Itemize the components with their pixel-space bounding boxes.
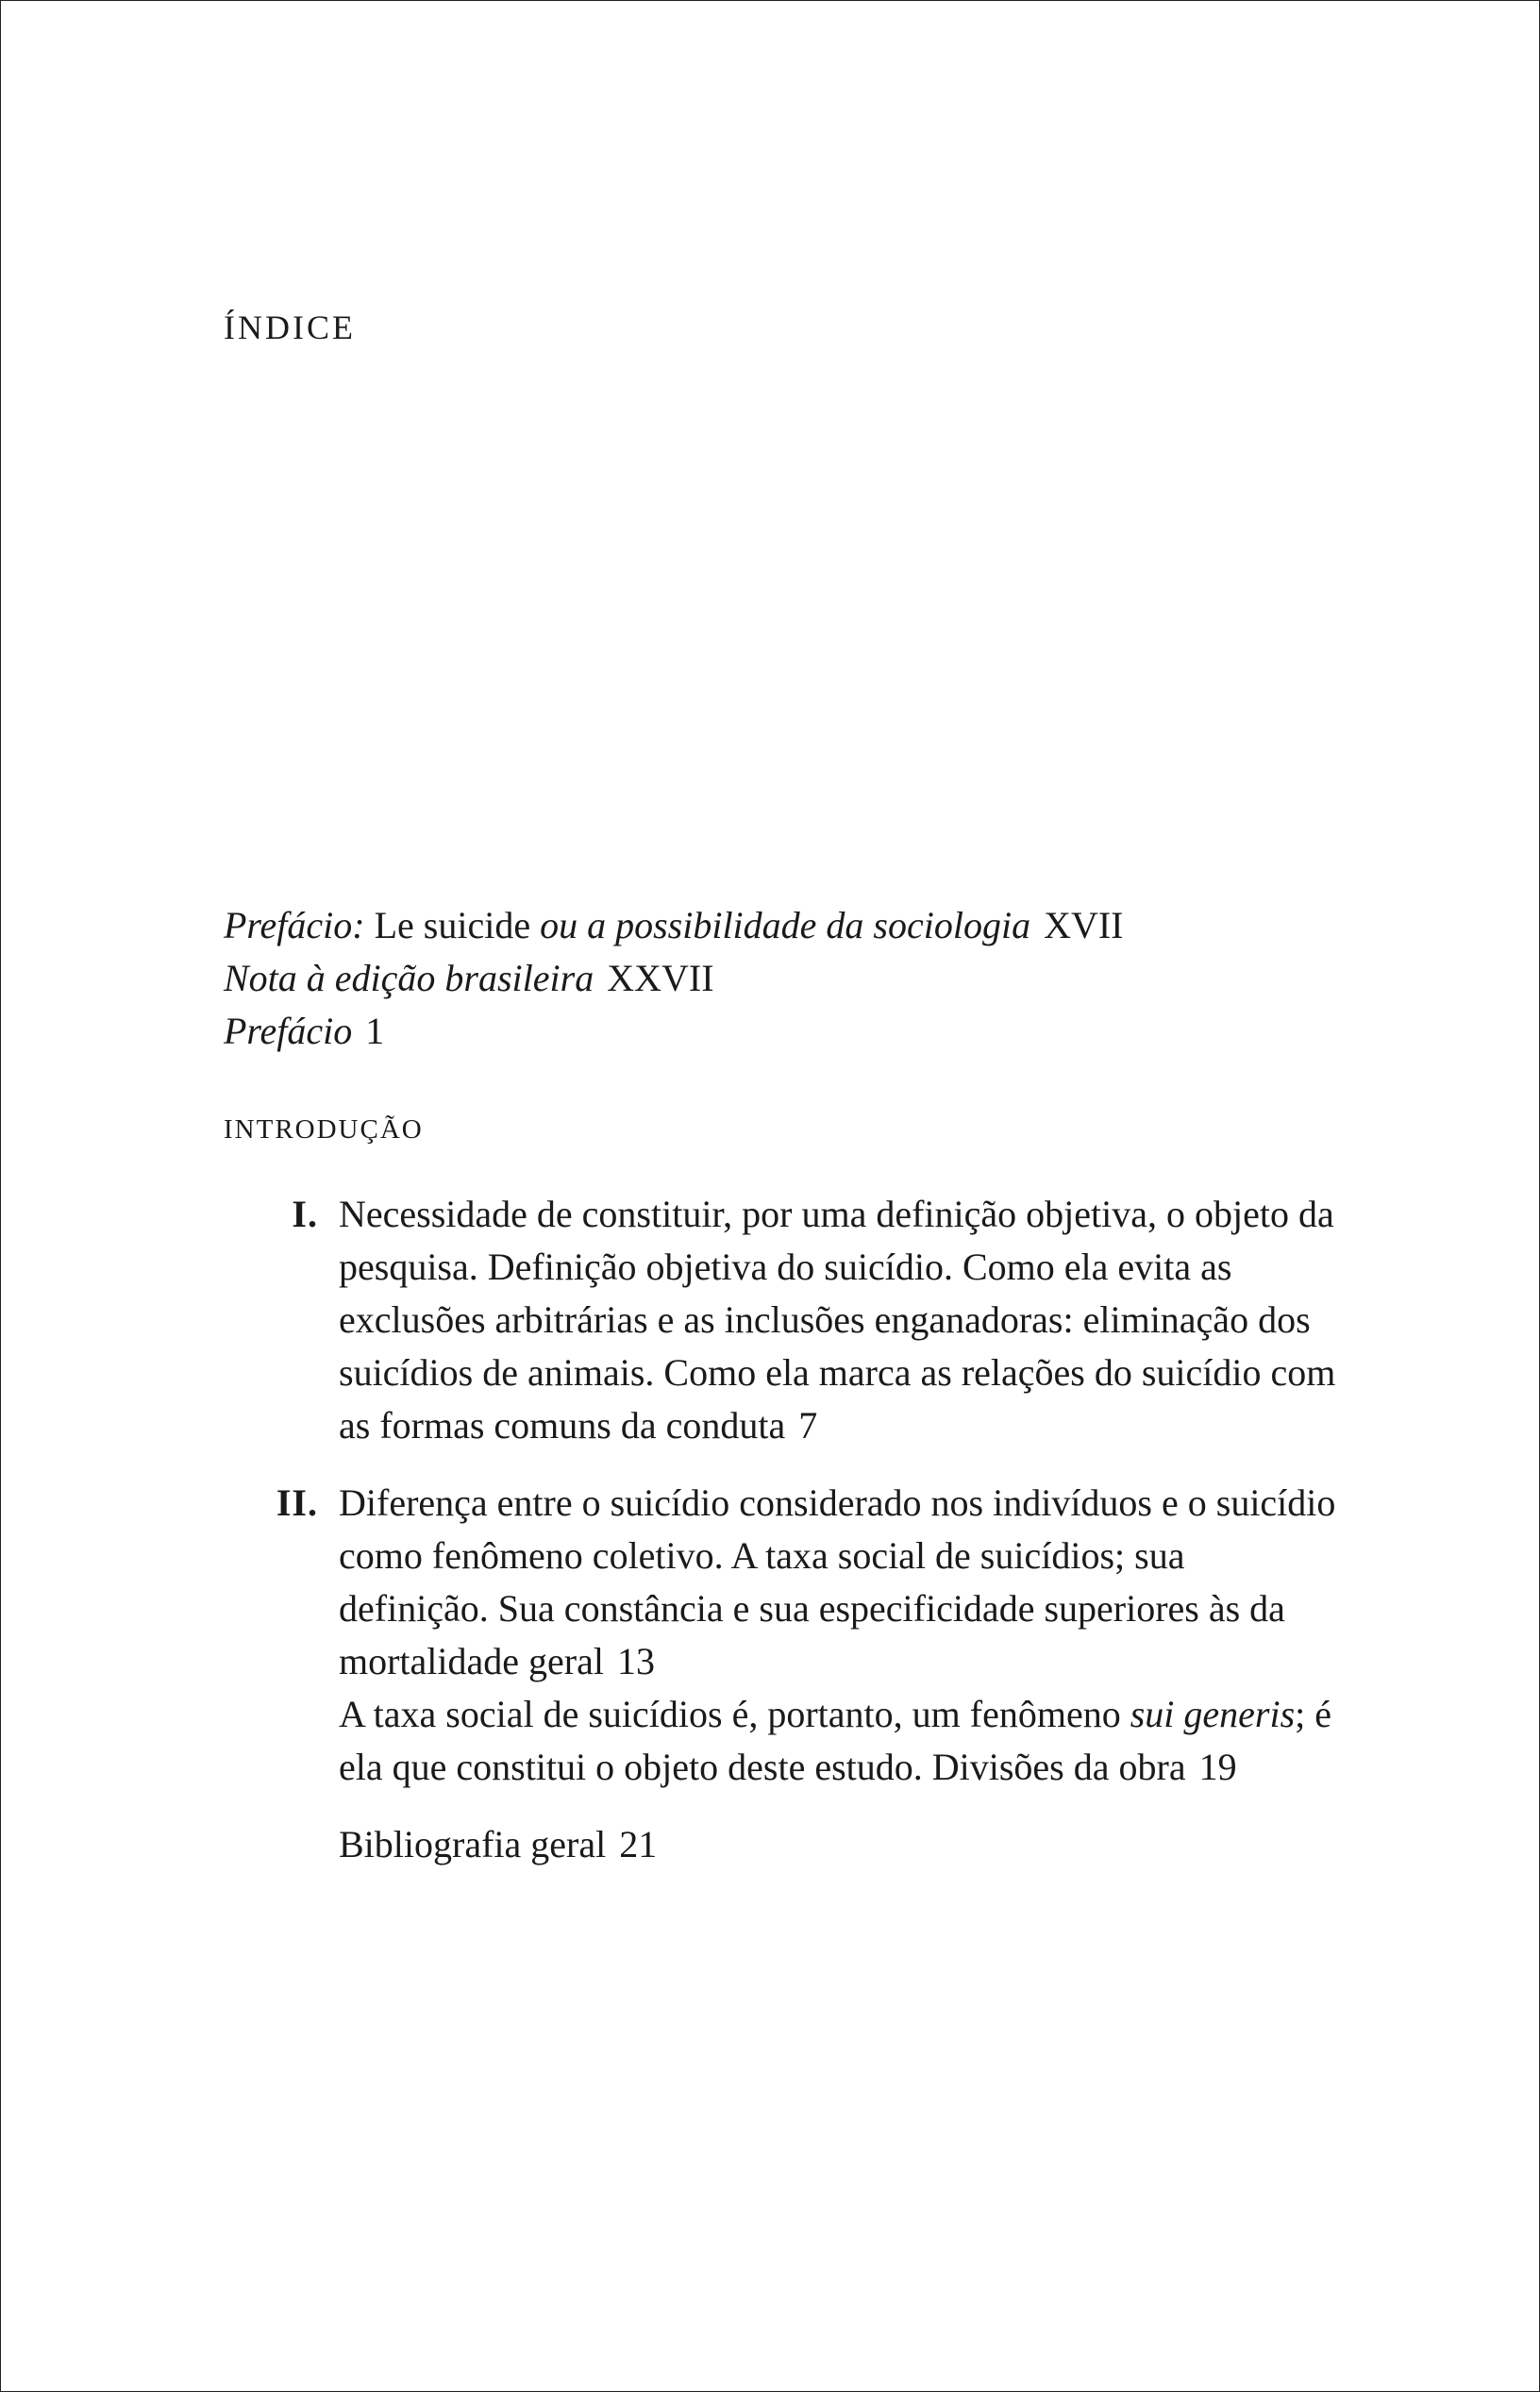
front-matter-label: Prefácio [224, 1010, 353, 1052]
page-number: 13 [616, 1640, 655, 1682]
entry-paragraph [339, 1477, 1337, 1688]
page-number: XXVII [607, 957, 714, 999]
front-matter-item-translation-note [224, 952, 1124, 1005]
toc-entry-bibliography [224, 1818, 1337, 1871]
entry-text: A taxa social de suicídios é, portanto, um fenômeno [339, 1693, 1130, 1735]
page-number: 7 [798, 1404, 818, 1447]
page-number: 1 [365, 1010, 385, 1052]
page-number: 19 [1198, 1746, 1237, 1788]
entry-paragraph [339, 1188, 1337, 1452]
front-matter-label: Nota à edição brasileira [224, 957, 594, 999]
toc-entries [224, 1188, 1337, 1871]
entry-text: Diferença entre o suicídio considerado nos indivíduos e o suicídio como fenômeno coletivo. A taxa social de suicídios; sua definição. Sua constância e sua especificidade superiores às da mortalidade geral [339, 1481, 1336, 1682]
section-heading-introduction: introdução [224, 1104, 424, 1147]
front-matter-label: Prefácio: [224, 904, 365, 946]
front-matter-label: Le suicide [364, 904, 541, 946]
front-matter-list [224, 899, 1124, 1058]
front-matter-label: ou a possibilidade da sociologia [540, 904, 1031, 946]
bibliography-label: Bibliografia geral [339, 1823, 607, 1865]
entry-text: ; é ela que constitui o objeto deste estudo. Divisões da obra [339, 1693, 1332, 1788]
page-number: 21 [619, 1823, 658, 1865]
entry-text-italic: sui generis [1130, 1693, 1296, 1735]
entry-paragraph [339, 1688, 1337, 1794]
entry-numeral: I. [292, 1193, 318, 1235]
index-title: índice [224, 296, 356, 350]
entry-text: Necessidade de constituir, por uma definição objetiva, o objeto da pesquisa. Definição objetiva do suicídio. Como ela evita as exclusões arbitrárias e as inclusões enganadoras: eliminação dos suicídios de animais. Como ela marca as relações do suicídio com as formas comuns da conduta [339, 1193, 1336, 1447]
front-matter-item-preface [224, 1005, 1124, 1058]
front-matter-item-preface-essay [224, 899, 1124, 952]
entry-numeral: II. [276, 1481, 318, 1524]
toc-entry-ii [224, 1477, 1337, 1794]
page-number: XVII [1044, 904, 1124, 946]
toc-entry-i [224, 1188, 1337, 1452]
